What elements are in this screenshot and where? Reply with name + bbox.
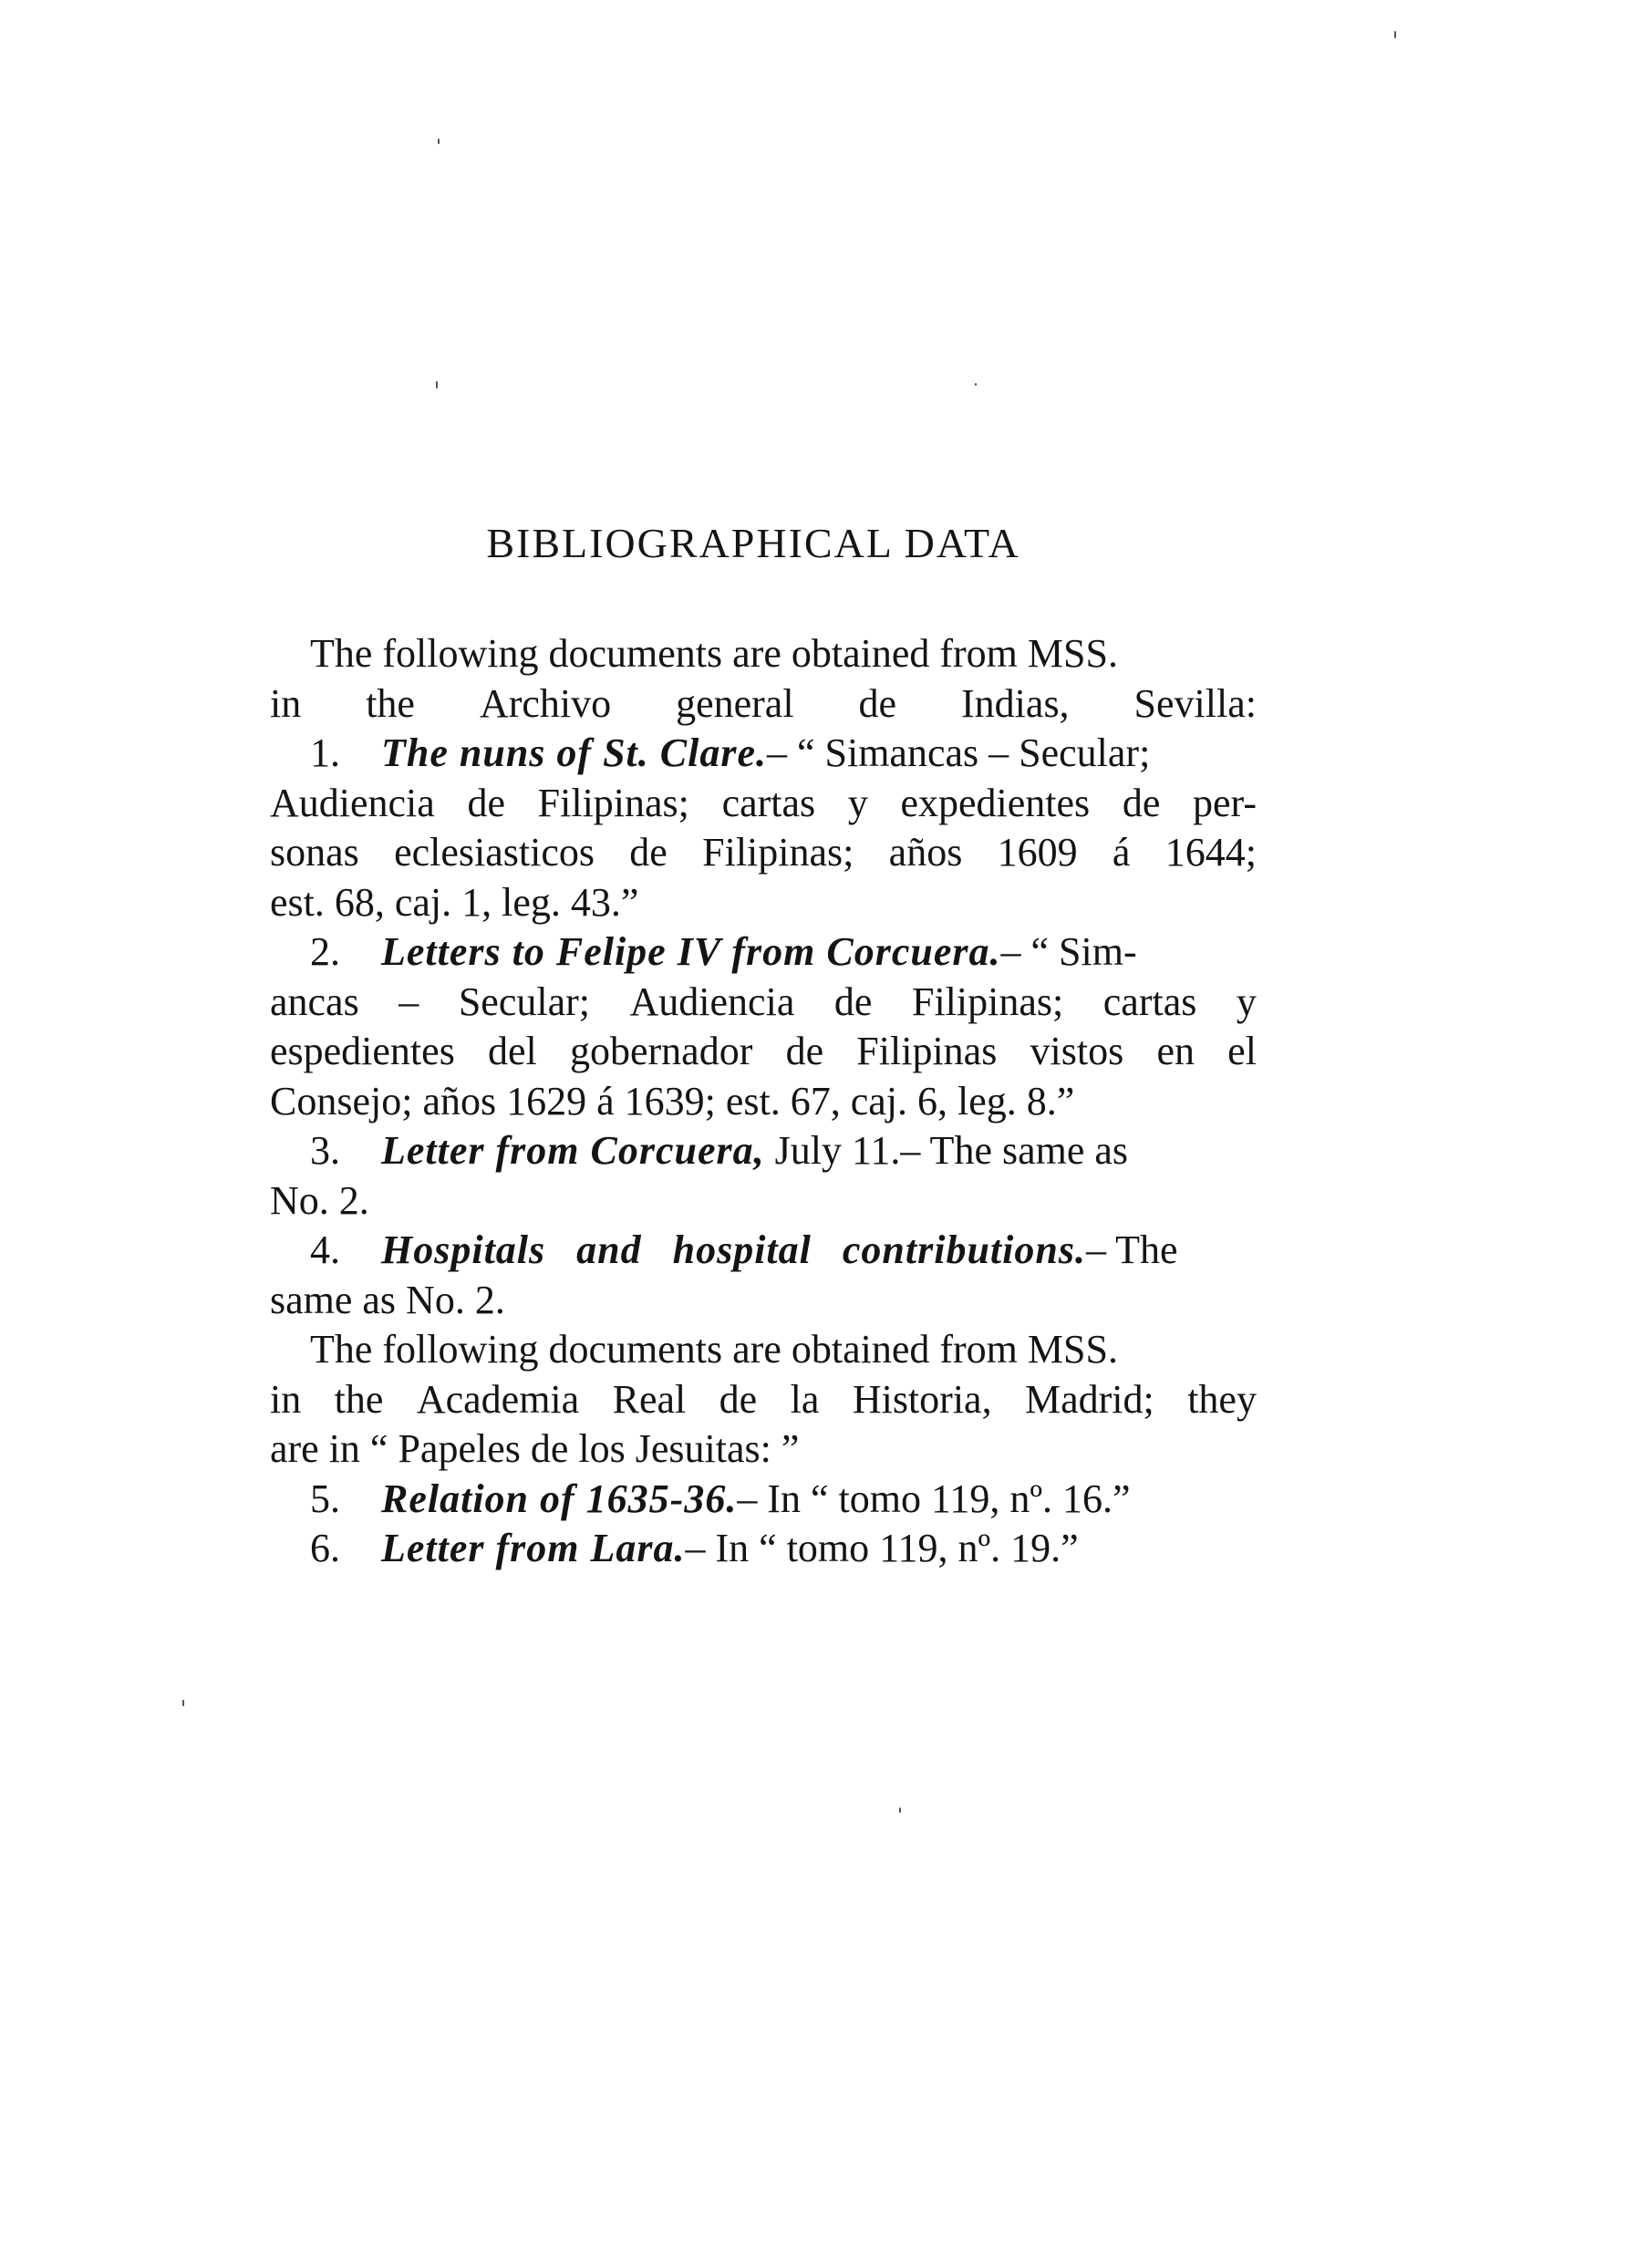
document-body [270, 629, 1257, 1574]
list-item-2 [270, 927, 1257, 978]
item-title: Letter from Lara. [381, 1526, 686, 1570]
intro-1-line: The following documents are obtained from MSS. [310, 631, 1118, 676]
item-title: Relation of 1635-36. [381, 1476, 738, 1521]
scan-speck [899, 1807, 901, 1813]
page-title: BIBLIOGRAPHICAL DATA [486, 520, 1020, 566]
item-text-line: Consejo; años 1629 á 1639; est. 67, caj. 6, leg. 8.” [270, 1078, 1075, 1124]
item-number: 2. [310, 929, 340, 974]
scan-speck [438, 139, 440, 144]
item-title: Hospitals and hospital contributions. [381, 1227, 1086, 1272]
item-text-line: est. 68, caj. 1, leg. 43.” [270, 879, 639, 925]
item-number: 1. [310, 730, 340, 775]
item-text: – “ Simancas – Secular; [766, 730, 1151, 775]
item-number: 3. [310, 1128, 340, 1173]
item-text-line: same as No. 2. [270, 1277, 505, 1322]
intro-2-line: The following documents are obtained from MSS. [310, 1327, 1118, 1372]
intro-2-line: in the Academia Real de la Historia, Madrid; they [270, 1376, 1257, 1422]
item-text-line: ancas – Secular; Audiencia de Filipinas; cartas y [270, 979, 1257, 1024]
list-item-5 [270, 1475, 1257, 1525]
scan-speck [1394, 31, 1396, 38]
item-title: Letter from Corcuera, [381, 1128, 765, 1173]
item-text-line: No. 2. [270, 1177, 369, 1223]
item-number: 4. [310, 1227, 340, 1272]
item-title: Letters to Felipe IV from Corcuera. [381, 929, 1001, 974]
scan-speck [436, 381, 438, 388]
list-item-6 [270, 1524, 1257, 1574]
item-text: – In “ tomo 119, nº. 19.” [685, 1526, 1079, 1570]
intro-1-line: in the Archivo general de Indias, Sevilla: [270, 680, 1257, 726]
item-title: The nuns of St. Clare. [381, 730, 767, 775]
item-text-line: Audiencia de Filipinas; cartas y expedientes de per- [270, 780, 1257, 825]
item-text: – In “ tomo 119, nº. 16.” [737, 1476, 1131, 1521]
intro-2-line: are in “ Papeles de los Jesuitas: ” [270, 1426, 800, 1471]
item-number: 5. [310, 1476, 340, 1521]
list-item-4 [270, 1226, 1257, 1276]
item-text: – “ Sim- [1000, 929, 1137, 974]
scan-speck [182, 1700, 184, 1706]
list-item-3 [270, 1126, 1257, 1176]
item-text: – The [1085, 1227, 1178, 1272]
item-number: 6. [310, 1526, 340, 1570]
item-text-line: sonas eclesiasticos de Filipinas; años 1609 á 1644; [270, 830, 1257, 875]
item-text: July 11.– The same as [764, 1128, 1129, 1173]
list-item-1 [270, 729, 1257, 779]
item-text-line: espedientes del gobernador de Filipinas vistos en el [270, 1029, 1257, 1073]
scan-speck [975, 383, 977, 386]
